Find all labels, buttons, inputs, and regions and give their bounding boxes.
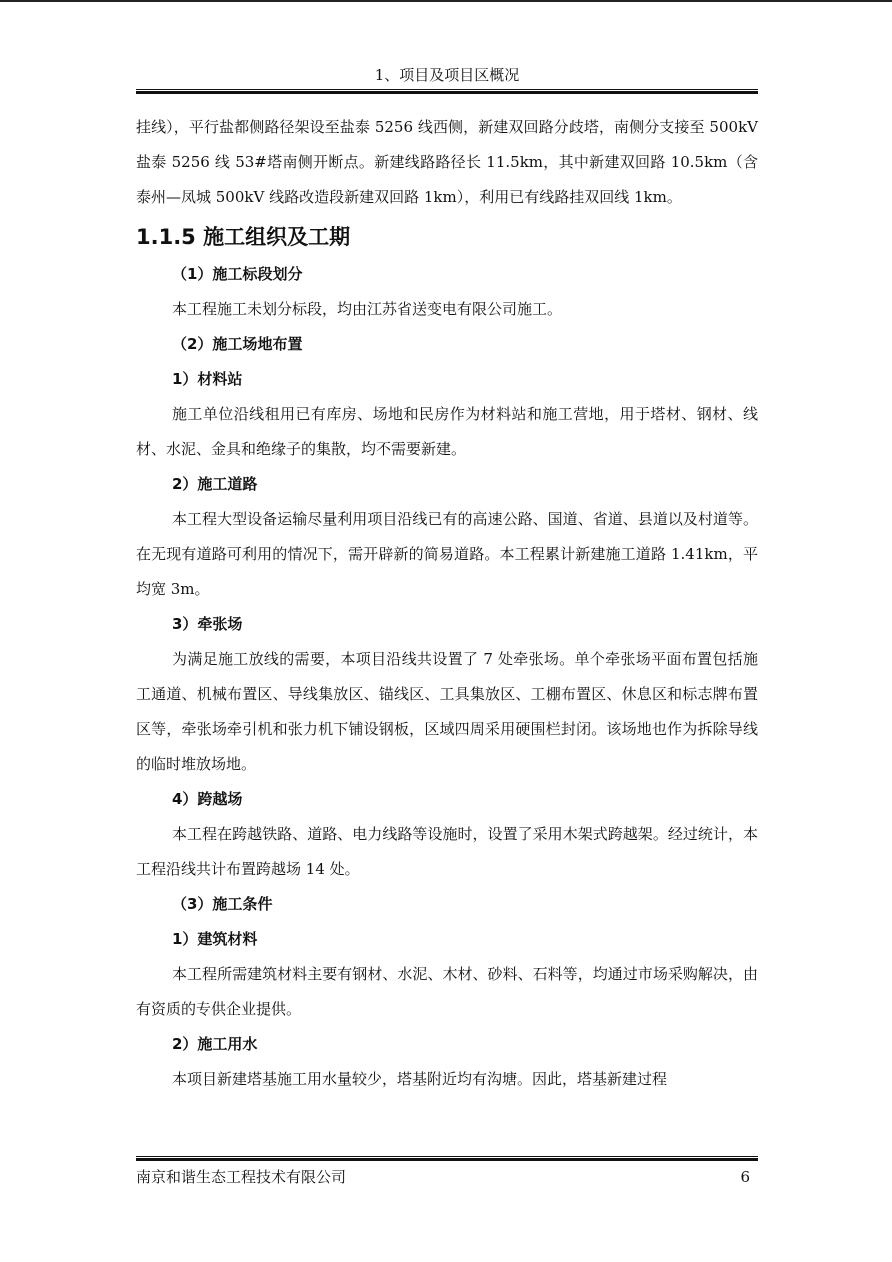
section-heading: 1.1.5 施工组织及工期 (136, 225, 351, 249)
paragraph: 为满足施工放线的需要，本项目沿线共设置了 7 处牵张场。单个牵张场平面布置包括施工通道、机械布置区、导线集放区、锚线区、工具集放区、工棚布置区、休息区和标志牌布置区等，牵张场牵引机和张力机下铺设钢板，区域四周采用硬围栏封闭。该场地也作为拆除导线的临时堆放场地。 (136, 650, 758, 773)
item-title-material-station: 1）材料站 (172, 370, 243, 388)
item-title-crossing-field: 4）跨越场 (172, 790, 243, 808)
footer-company-name: 南京和谐生态工程技术有限公司 (136, 1168, 347, 1186)
page-top-edge (0, 0, 892, 2)
paragraph: 本工程施工未划分标段，均由江苏省送变电有限公司施工。 (172, 300, 563, 318)
paragraph: 本项目新建塔基施工用水量较少，塔基附近均有沟塘。因此，塔基新建过程 (172, 1070, 668, 1088)
page-number: 6 (740, 1168, 750, 1186)
running-header: 1、项目及项目区概况 (374, 66, 520, 84)
paragraph: 施工单位沿线租用已有库房、场地和民房作为材料站和施工营地，用于塔材、钢材、线材、水泥、金具和绝缘子的集散，均不需要新建。 (136, 405, 758, 458)
item-title-construction-water: 2）施工用水 (172, 1035, 258, 1053)
header-rule (136, 89, 758, 94)
paragraph: 本工程所需建筑材料主要有钢材、水泥、木材、砂料、石料等，均通过市场采购解决，由有资质的专供企业提供。 (136, 965, 758, 1018)
paragraph: 本工程在跨越铁路、道路、电力线路等设施时，设置了采用木架式跨越架。经过统计，本工程沿线共计布置跨越场 14 处。 (136, 825, 758, 878)
running-footer (136, 1164, 758, 1190)
document-body (136, 110, 758, 1097)
item-title-building-materials: 1）建筑材料 (172, 930, 258, 948)
continuation-paragraph: 挂线），平行盐都侧路径架设至盐泰 5256 线西侧，新建双回路分歧塔，南侧分支接至 500kV 盐泰 5256 线 53#塔南侧开断点。新建线路路径长 11.5km，其中新建双回路 10.5km（含泰州—凤城 500kV 线路改造段新建双回路 1km），利用已有线路挂双回线 1km。 (136, 118, 758, 206)
paragraph: 本工程大型设备运输尽量利用项目沿线已有的高速公路、国道、省道、县道以及村道等。在无现有道路可利用的情况下，需开辟新的简易道路。本工程累计新建施工道路 1.41km，平均宽 3m。 (136, 510, 758, 598)
footer-rule (136, 1156, 758, 1161)
item-title-construction-road: 2）施工道路 (172, 475, 258, 493)
subsection-title-2: （2）施工场地布置 (172, 335, 303, 353)
item-title-tension-field: 3）牵张场 (172, 615, 243, 633)
subsection-title-3: （3）施工条件 (172, 895, 273, 913)
subsection-title-1: （1）施工标段划分 (172, 265, 303, 283)
